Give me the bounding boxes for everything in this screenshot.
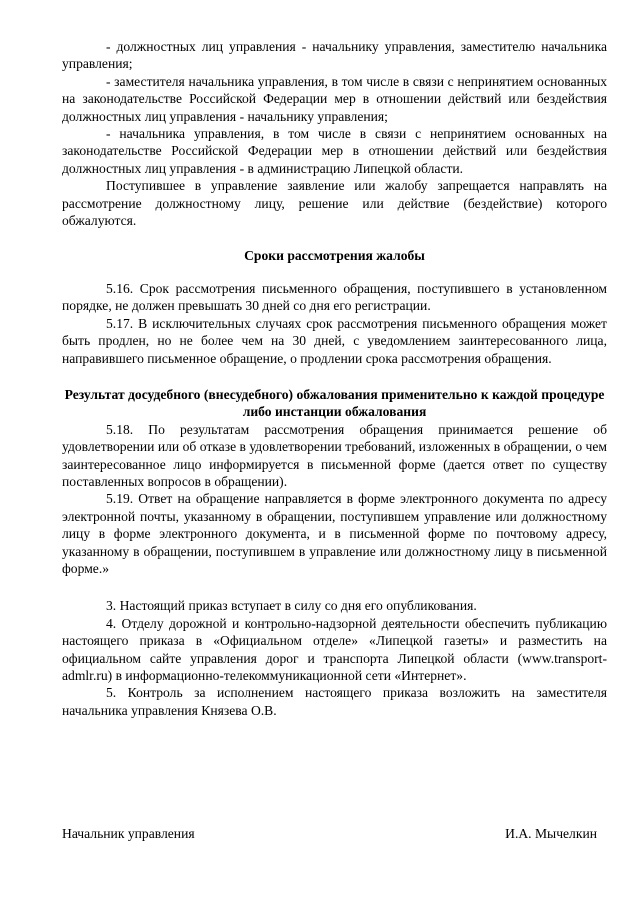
paragraph: - должностных лиц управления - начальнику управления, заместителю начальника управления; bbox=[62, 39, 607, 72]
spacer bbox=[62, 577, 607, 597]
section-heading-complaint-terms: Сроки рассмотрения жалобы bbox=[244, 248, 425, 264]
signature-block bbox=[62, 825, 607, 842]
paragraph-5-18: 5.18. По результатам рассмотрения обращения принимается решение об удовлетворении или об отказе в удовлетворении требований, изложенных в обращении, о чем заинтересованное лицо информируется в письменной форме (дается ответ по существу поставленных вопросов в обращении). bbox=[62, 421, 607, 489]
signature-position: Начальник управления bbox=[62, 826, 195, 841]
paragraph: - начальника управления, в том числе в связи с непринятием основанных на законодательстве Российской Федерации мер в отношении действий или бездействия должностных лиц управления - в администрацию Липецкой области. bbox=[62, 126, 607, 176]
section-heading-appeal-result: Результат досудебного (внесудебного) обжалования применительно к каждой процедуре либо инстанции обжалования bbox=[64, 386, 605, 420]
signature-name: И.А. Мычелкин bbox=[505, 826, 597, 841]
order-item-4: 4. Отделу дорожной и контрольно-надзорной деятельности обеспечить публикацию настоящего приказа в «Официальном отделе» «Липецкой газеты» и разместить на официальном сайте управления дорог и транспорта Липецкой области (www.transport-admlr.ru) в информационно-телекоммуникационной сети «Интернет». bbox=[62, 615, 607, 683]
paragraph-5-16: 5.16. Срок рассмотрения письменного обращения, поступившего в установленном порядке, не должен превышать 30 дней со дня его регистрации. bbox=[62, 280, 607, 314]
paragraph: - заместителя начальника управления, в том числе в связи с непринятием основанных на законодательстве Российской Федерации мер в отношении действий или бездействия должностных лиц управления - начальнику управления; bbox=[62, 73, 607, 124]
paragraph-5-17: 5.17. В исключительных случаях срок рассмотрения письменного обращения может быть продлен, но не более чем на 30 дней, с уведомлением заинтересованного лица, направившего письменное обращение, о продлении срока рассмотрения обращения. bbox=[62, 315, 607, 366]
order-item-5: 5. Контроль за исполнением настоящего приказа возложить на заместителя начальника управления Князева О.В. bbox=[62, 685, 607, 718]
paragraph-5-19: 5.19. Ответ на обращение направляется в форме электронного документа по адресу электронной почты, указанному в обращении, поступившем управление или должностному лицу в форме электронного документа, и в письменной форме по почтовому адресу, указанному в обращении, поступившем в управление или должностному лицу в письменной форме.» bbox=[62, 491, 607, 576]
paragraph: Поступившее в управление заявление или жалобу запрещается направлять на рассмотрение должностному лицу, решение или действие (бездействие) которого обжалуются. bbox=[62, 178, 607, 229]
order-item-3: 3. Настоящий приказ вступает в силу со дня его опубликования. bbox=[106, 598, 477, 614]
